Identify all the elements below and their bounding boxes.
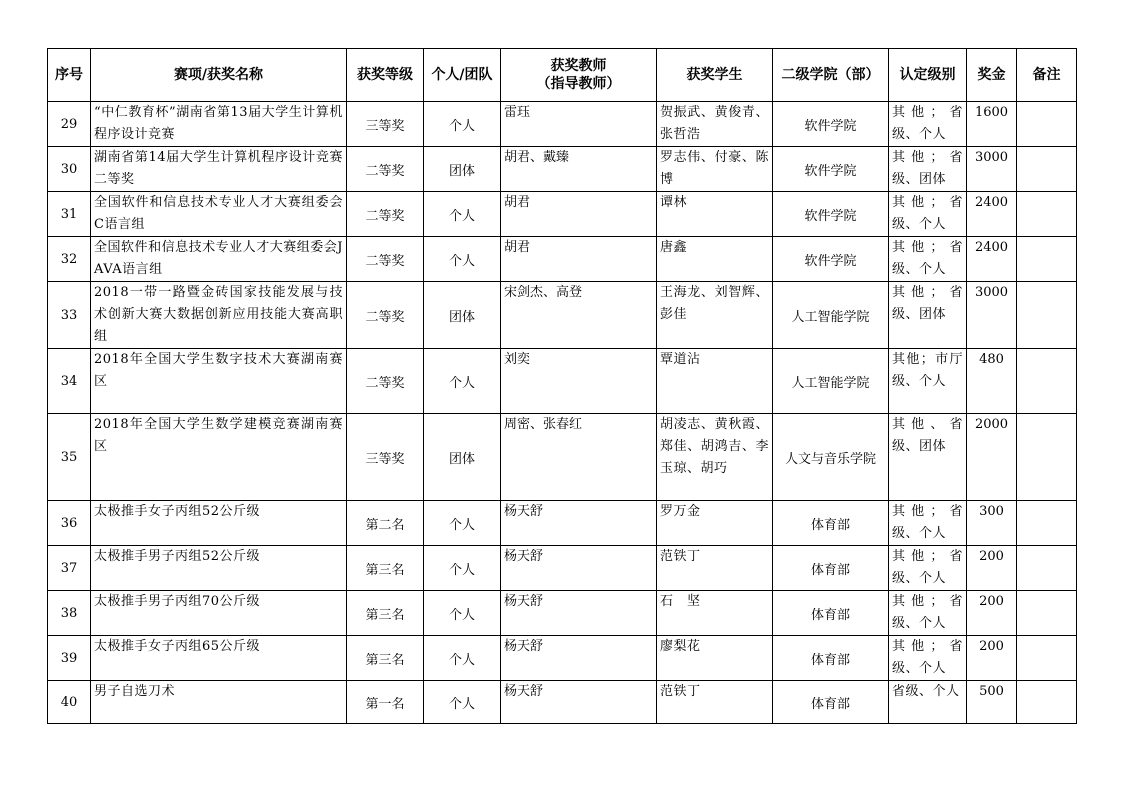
cell-no: 35 [48,414,91,501]
cell-bonus: 3000 [967,147,1017,192]
cell-level: 其他；市厅级、个人 [889,349,967,414]
cell-students: 罗志伟、付豪、陈博 [657,147,773,192]
cell-bonus: 2400 [967,237,1017,282]
cell-no: 33 [48,282,91,349]
cell-type: 个人 [424,102,501,147]
cell-bonus: 200 [967,591,1017,636]
cell-note [1017,237,1077,282]
cell-teacher: 杨天舒 [501,546,657,591]
header-name: 赛项/获奖名称 [91,49,347,102]
cell-bonus: 1600 [967,102,1017,147]
cell-level: 其他；省级、个人 [889,102,967,147]
cell-level: 其他、省级、团体 [889,414,967,501]
cell-note [1017,349,1077,414]
cell-grade: 第一名 [347,681,424,724]
header-teacher [501,49,657,102]
cell-type: 团体 [424,282,501,349]
cell-grade: 二等奖 [347,237,424,282]
cell-bonus: 2000 [967,414,1017,501]
cell-grade: 第二名 [347,501,424,546]
header-bonus: 奖金 [967,49,1017,102]
cell-name: 全国软件和信息技术专业人才大赛组委会JAVA语言组 [91,237,347,282]
cell-teacher: 胡君、戴臻 [501,147,657,192]
cell-teacher: 雷珏 [501,102,657,147]
cell-note [1017,192,1077,237]
cell-no: 36 [48,501,91,546]
cell-grade: 第三名 [347,591,424,636]
cell-level: 其他；省级、个人 [889,591,967,636]
cell-bonus: 480 [967,349,1017,414]
cell-college: 软件学院 [773,102,889,147]
header-type: 个人/团队 [424,49,501,102]
cell-grade: 二等奖 [347,192,424,237]
cell-type: 团体 [424,414,501,501]
cell-college: 软件学院 [773,192,889,237]
cell-name: 太极推手男子丙组70公斤级 [91,591,347,636]
cell-name: 2018年全国大学生数字技术大赛湖南赛区 [91,349,347,414]
cell-grade: 二等奖 [347,147,424,192]
cell-teacher: 杨天舒 [501,681,657,724]
cell-students: 罗万金 [657,501,773,546]
table-row [48,546,1077,591]
header-no: 序号 [48,49,91,102]
cell-note [1017,591,1077,636]
cell-students: 王海龙、刘智辉、彭佳 [657,282,773,349]
cell-grade: 三等奖 [347,414,424,501]
cell-note [1017,681,1077,724]
cell-college: 体育部 [773,636,889,681]
cell-grade: 三等奖 [347,102,424,147]
cell-type: 个人 [424,681,501,724]
cell-type: 个人 [424,349,501,414]
cell-teacher: 宋剑杰、高登 [501,282,657,349]
cell-note [1017,546,1077,591]
cell-type: 个人 [424,591,501,636]
cell-college: 软件学院 [773,237,889,282]
cell-name: 湖南省第14届大学生计算机程序设计竞赛二等奖 [91,147,347,192]
cell-bonus: 200 [967,546,1017,591]
cell-level: 其他；省级、个人 [889,237,967,282]
cell-no: 38 [48,591,91,636]
cell-note [1017,147,1077,192]
cell-type: 个人 [424,192,501,237]
cell-note [1017,102,1077,147]
cell-college: 体育部 [773,681,889,724]
cell-name: 太极推手女子丙组52公斤级 [91,501,347,546]
cell-teacher: 胡君 [501,237,657,282]
table-row [48,414,1077,501]
cell-name: 男子自选刀术 [91,681,347,724]
cell-teacher: 杨天舒 [501,501,657,546]
header-level: 认定级别 [889,49,967,102]
cell-name: 太极推手女子丙组65公斤级 [91,636,347,681]
header-note: 备注 [1017,49,1077,102]
cell-college: 体育部 [773,591,889,636]
cell-note [1017,414,1077,501]
header-grade: 获奖等级 [347,49,424,102]
cell-name: 2018一带一路暨金砖国家技能发展与技术创新大赛大数据创新应用技能大赛高职组 [91,282,347,349]
cell-name: 太极推手男子丙组52公斤级 [91,546,347,591]
cell-note [1017,636,1077,681]
cell-level: 省级、个人 [889,681,967,724]
cell-teacher: 杨天舒 [501,636,657,681]
cell-bonus: 500 [967,681,1017,724]
cell-students: 谭林 [657,192,773,237]
cell-students: 廖梨花 [657,636,773,681]
cell-level: 其他；省级、个人 [889,546,967,591]
cell-type: 个人 [424,237,501,282]
cell-type: 个人 [424,546,501,591]
cell-college: 体育部 [773,546,889,591]
table-row [48,102,1077,147]
cell-students: 贺振武、黄俊青、张哲浩 [657,102,773,147]
cell-name: 全国软件和信息技术专业人才大赛组委会C语言组 [91,192,347,237]
cell-college: 人工智能学院 [773,282,889,349]
cell-college: 体育部 [773,501,889,546]
cell-no: 32 [48,237,91,282]
cell-bonus: 3000 [967,282,1017,349]
cell-teacher: 杨天舒 [501,591,657,636]
table-row [48,237,1077,282]
cell-students: 范铁丁 [657,546,773,591]
cell-no: 31 [48,192,91,237]
cell-students: 胡凌志、黄秋霞、郑佳、胡鸿吉、李玉琼、胡巧 [657,414,773,501]
cell-college: 软件学院 [773,147,889,192]
cell-no: 29 [48,102,91,147]
cell-students: 唐鑫 [657,237,773,282]
table-row [48,501,1077,546]
cell-no: 40 [48,681,91,724]
cell-note [1017,282,1077,349]
cell-college: 人工智能学院 [773,349,889,414]
cell-name: 2018年全国大学生数学建模竞赛湖南赛区 [91,414,347,501]
cell-teacher: 周密、张春红 [501,414,657,501]
cell-no: 34 [48,349,91,414]
cell-students: 范铁丁 [657,681,773,724]
cell-teacher: 刘奕 [501,349,657,414]
cell-grade: 二等奖 [347,282,424,349]
cell-grade: 二等奖 [347,349,424,414]
cell-teacher: 胡君 [501,192,657,237]
table-header-row [48,49,1077,102]
cell-type: 个人 [424,501,501,546]
cell-college: 人文与音乐学院 [773,414,889,501]
table-row [48,192,1077,237]
table-row [48,636,1077,681]
cell-grade: 第三名 [347,546,424,591]
header-college: 二级学院（部） [773,49,889,102]
awards-table [47,48,1077,724]
cell-name: “中仁教育杯”湖南省第13届大学生计算机程序设计竞赛 [91,102,347,147]
table-row [48,147,1077,192]
cell-level: 其他；省级、个人 [889,192,967,237]
cell-level: 其他；省级、团体 [889,147,967,192]
header-teacher-line1: 获奖教师 [550,58,607,74]
cell-students: 石 坚 [657,591,773,636]
cell-level: 其他；省级、个人 [889,501,967,546]
cell-level: 其他；省级、个人 [889,636,967,681]
table-row [48,591,1077,636]
cell-type: 个人 [424,636,501,681]
header-students: 获奖学生 [657,49,773,102]
cell-no: 39 [48,636,91,681]
cell-no: 30 [48,147,91,192]
header-teacher-line2: （指导教师） [536,76,621,92]
cell-grade: 第三名 [347,636,424,681]
table-row [48,282,1077,349]
cell-no: 37 [48,546,91,591]
cell-level: 其他；省级、团体 [889,282,967,349]
cell-bonus: 300 [967,501,1017,546]
cell-bonus: 2400 [967,192,1017,237]
table-row [48,349,1077,414]
cell-note [1017,501,1077,546]
cell-bonus: 200 [967,636,1017,681]
table-row [48,681,1077,724]
cell-students: 覃道沾 [657,349,773,414]
cell-type: 团体 [424,147,501,192]
